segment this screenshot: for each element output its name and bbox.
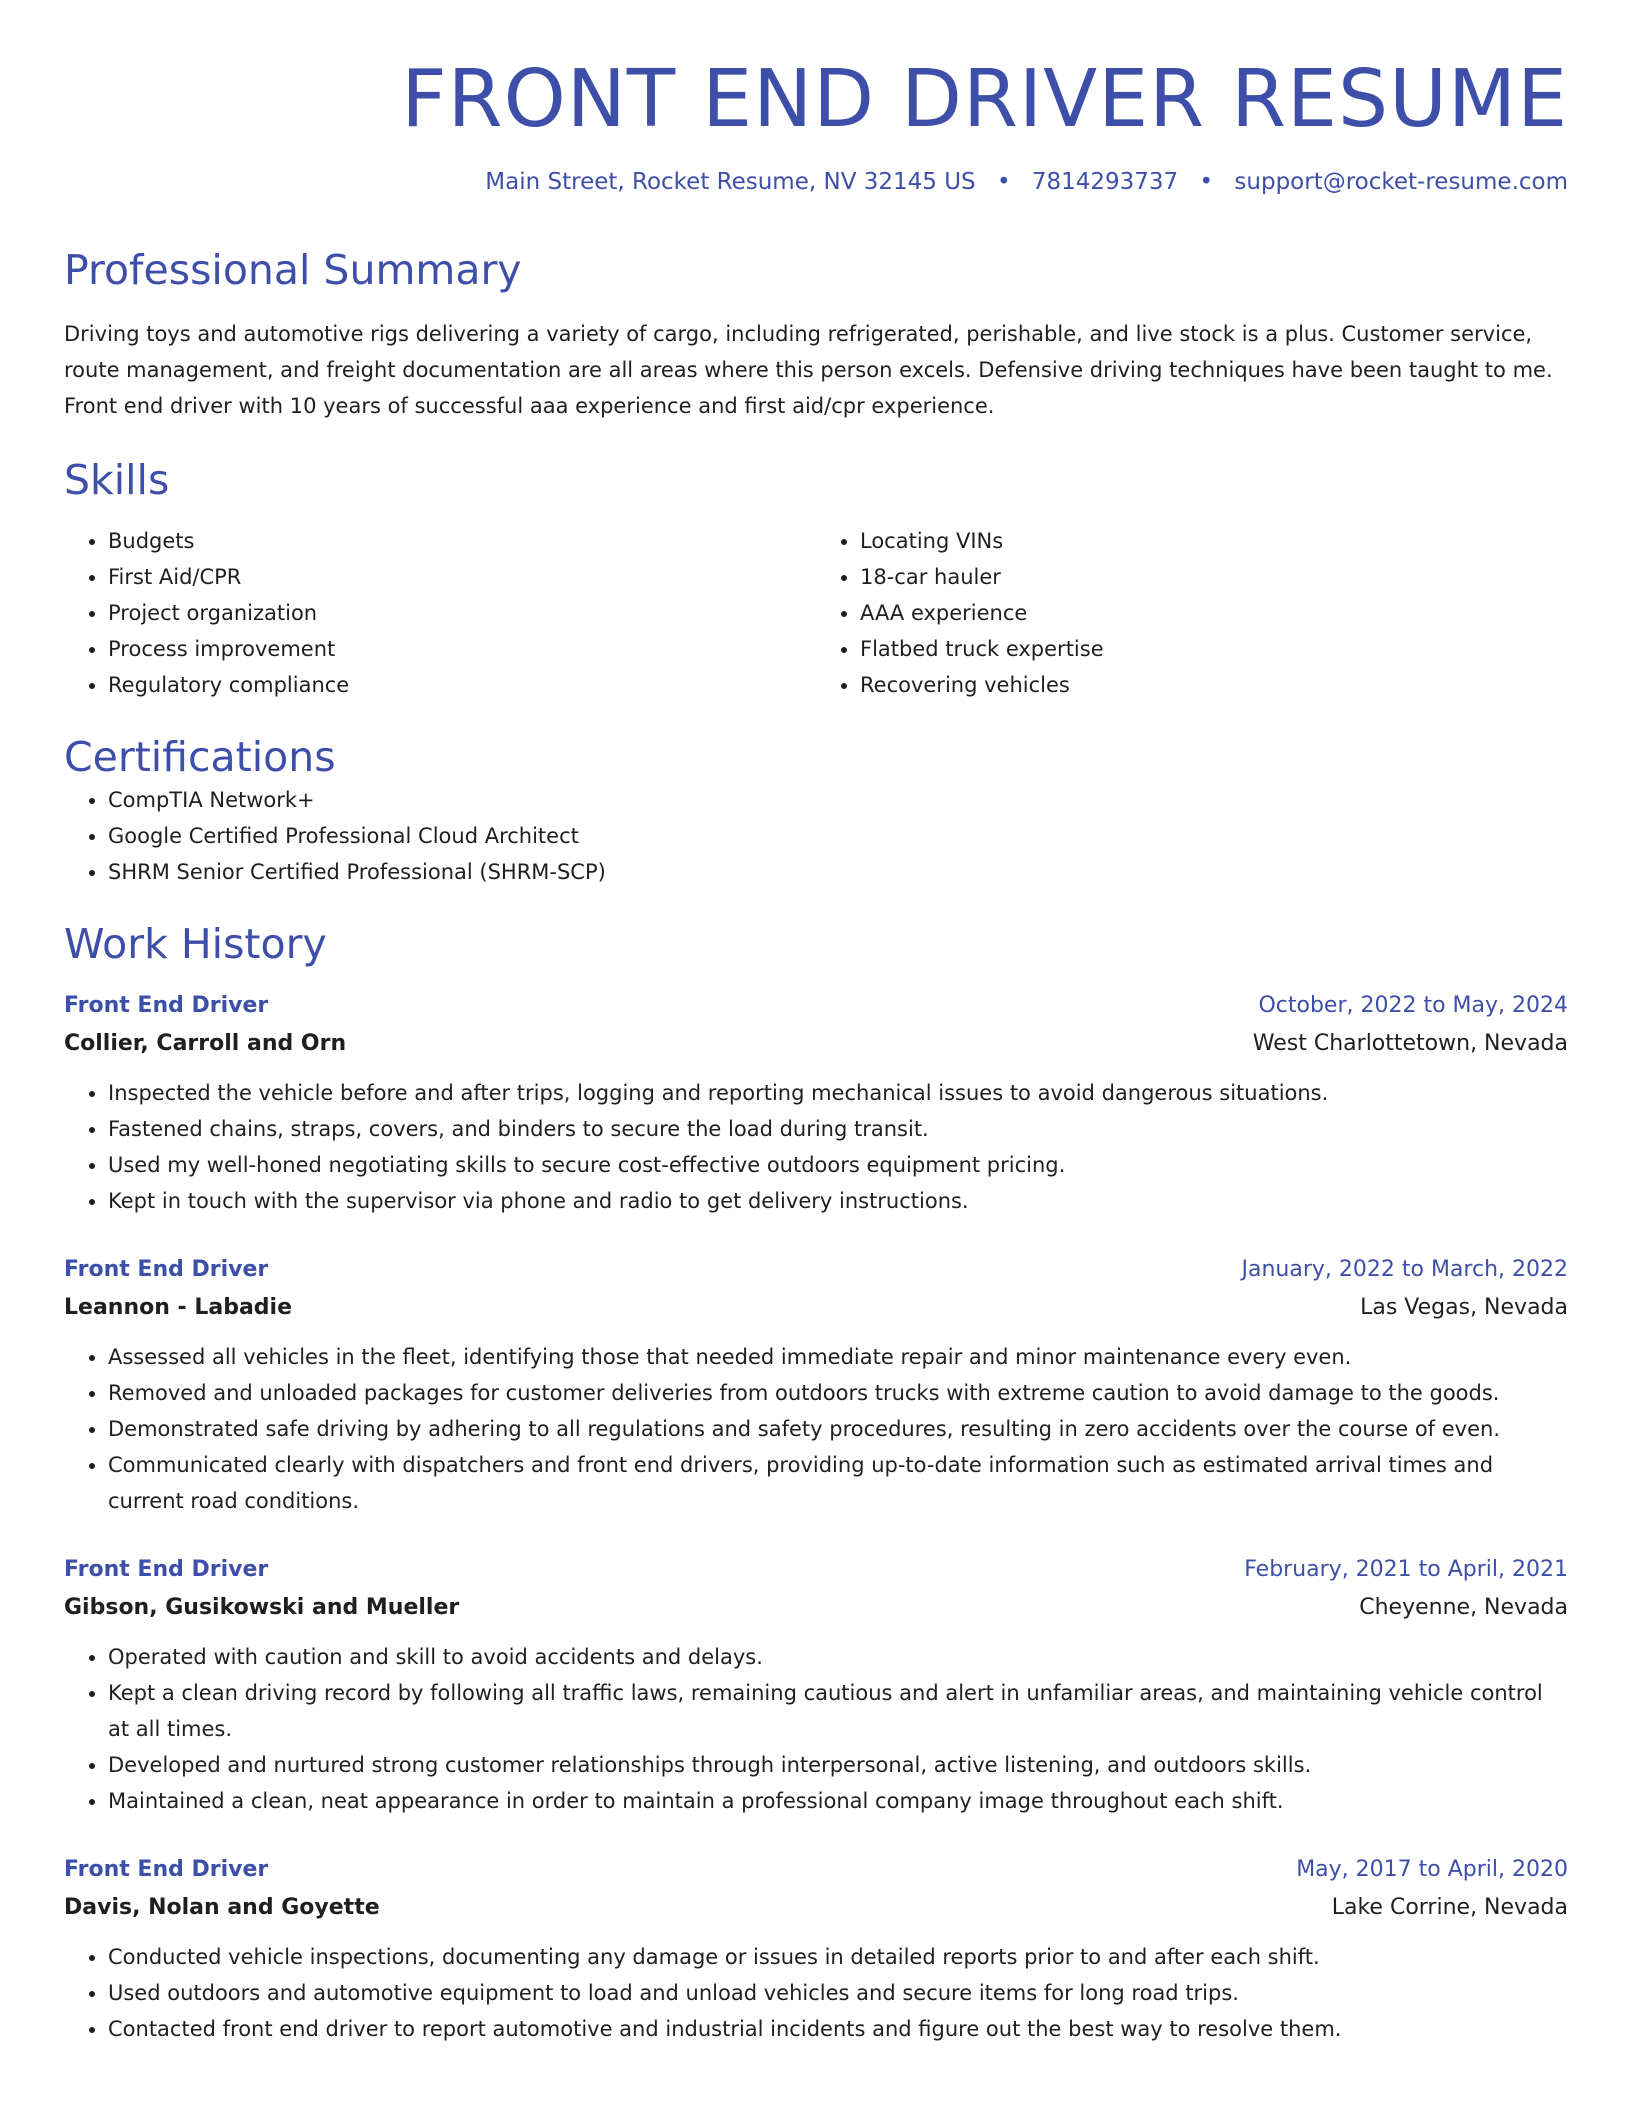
certification-item: • Google Certified Professional Cloud Architect bbox=[108, 818, 1568, 854]
contact-email: support@rocket-resume.com bbox=[1234, 168, 1568, 195]
certifications-heading: Certifications bbox=[64, 732, 336, 781]
certifications-section bbox=[64, 733, 1568, 890]
job-employer-row bbox=[64, 1889, 1568, 1927]
job-location: Lake Corrine, Nevada bbox=[1331, 1895, 1568, 1921]
job-header-row bbox=[64, 1251, 1568, 1289]
skill-item: • 18-car hauler bbox=[860, 559, 1568, 595]
job-bullet: • Used my well-honed negotiating skills to secure cost-effective outdoors equipment pricing. bbox=[108, 1147, 1568, 1183]
job-entry bbox=[64, 1251, 1568, 1519]
resume-title: FRONT END DRIVER RESUME bbox=[401, 53, 1568, 145]
skills-list-left bbox=[64, 523, 816, 703]
job-entry bbox=[64, 987, 1568, 1219]
skills-list-right bbox=[816, 523, 1568, 703]
job-dates: February, 2021 to April, 2021 bbox=[1244, 1557, 1568, 1583]
job-bullets bbox=[64, 1339, 1568, 1519]
summary-text: Driving toys and automotive rigs delivering a variety of cargo, including refrigerated, perishable, and live stock is a plus. Customer service, route management, and freight documentation are all areas where this person excels. Defensive driving techniques have been taught to me. Front end driver with 10 years of successful aaa experience and first aid/cpr experience. bbox=[64, 321, 1553, 418]
skill-item: • Flatbed truck expertise bbox=[860, 631, 1568, 667]
work-history-heading: Work History bbox=[64, 919, 327, 968]
skill-item: • Locating VINs bbox=[860, 523, 1568, 559]
job-bullet: • Conducted vehicle inspections, documenting any damage or issues in detailed reports prior to and after each shift. bbox=[108, 1939, 1568, 1975]
contact-phone: 7814293737 bbox=[1031, 168, 1179, 195]
resume-header bbox=[64, 52, 1568, 196]
job-header-row bbox=[64, 987, 1568, 1025]
job-bullets bbox=[64, 1939, 1568, 2047]
job-bullets bbox=[64, 1075, 1568, 1219]
job-employer-row bbox=[64, 1589, 1568, 1627]
job-bullet: • Maintained a clean, neat appearance in order to maintain a professional company image throughout each shift. bbox=[108, 1783, 1568, 1819]
job-bullet: • Assessed all vehicles in the fleet, identifying those that needed immediate repair and minor maintenance every even. bbox=[108, 1339, 1568, 1375]
job-bullet: • Demonstrated safe driving by adhering to all regulations and safety procedures, resulting in zero accidents over the course of even. bbox=[108, 1411, 1568, 1447]
skill-item: • First Aid/CPR bbox=[108, 559, 816, 595]
job-bullet: • Communicated clearly with dispatchers and front end drivers, providing up-to-date information such as estimated arrival times and current road conditions. bbox=[108, 1447, 1568, 1519]
skill-item: • Recovering vehicles bbox=[860, 667, 1568, 703]
job-header-row bbox=[64, 1551, 1568, 1589]
summary-section bbox=[64, 246, 1568, 423]
work-history-section bbox=[64, 920, 1568, 2047]
contact-line bbox=[64, 169, 1568, 197]
job-bullets bbox=[64, 1639, 1568, 1819]
job-company: Davis, Nolan and Goyette bbox=[64, 1895, 380, 1921]
job-employer-row bbox=[64, 1025, 1568, 1063]
job-title: Front End Driver bbox=[64, 1557, 269, 1583]
skill-item: • Project organization bbox=[108, 595, 816, 631]
job-entry bbox=[64, 1551, 1568, 1819]
job-title: Front End Driver bbox=[64, 993, 269, 1019]
job-bullet: • Used outdoors and automotive equipment to load and unload vehicles and secure items for long road trips. bbox=[108, 1975, 1568, 2011]
job-company: Leannon - Labadie bbox=[64, 1295, 293, 1321]
job-bullet: • Inspected the vehicle before and after trips, logging and reporting mechanical issues to avoid dangerous situations. bbox=[108, 1075, 1568, 1111]
skills-grid bbox=[64, 523, 1568, 703]
summary-heading: Professional Summary bbox=[64, 246, 522, 295]
job-bullet: • Kept a clean driving record by following all traffic laws, remaining cautious and alert in unfamiliar areas, and maintaining vehicle control at all times. bbox=[108, 1675, 1568, 1747]
job-company: Collier, Carroll and Orn bbox=[64, 1031, 347, 1057]
skill-item: • Budgets bbox=[108, 523, 816, 559]
job-location: Cheyenne, Nevada bbox=[1359, 1595, 1568, 1621]
job-header-row bbox=[64, 1851, 1568, 1889]
job-employer-row bbox=[64, 1289, 1568, 1327]
job-dates: May, 2017 to April, 2020 bbox=[1296, 1857, 1568, 1883]
contact-separator: • bbox=[996, 168, 1011, 195]
job-location: Las Vegas, Nevada bbox=[1360, 1295, 1568, 1321]
job-bullet: • Removed and unloaded packages for customer deliveries from outdoors trucks with extreme caution to avoid damage to the goods. bbox=[108, 1375, 1568, 1411]
job-bullet: • Contacted front end driver to report automotive and industrial incidents and figure out the best way to resolve them. bbox=[108, 2011, 1568, 2047]
job-company: Gibson, Gusikowski and Mueller bbox=[64, 1595, 460, 1621]
job-title: Front End Driver bbox=[64, 1857, 269, 1883]
skill-item: • Regulatory compliance bbox=[108, 667, 816, 703]
job-entry bbox=[64, 1851, 1568, 2047]
job-location: West Charlottetown, Nevada bbox=[1252, 1031, 1568, 1057]
skills-heading: Skills bbox=[64, 455, 170, 504]
certification-item: • SHRM Senior Certified Professional (SHRM-SCP) bbox=[108, 854, 1568, 890]
job-dates: January, 2022 to March, 2022 bbox=[1241, 1257, 1568, 1283]
contact-separator: • bbox=[1199, 168, 1214, 195]
job-bullet: • Fastened chains, straps, covers, and binders to secure the load during transit. bbox=[108, 1111, 1568, 1147]
skill-item: • AAA experience bbox=[860, 595, 1568, 631]
job-dates: October, 2022 to May, 2024 bbox=[1258, 993, 1568, 1019]
job-title: Front End Driver bbox=[64, 1257, 269, 1283]
skills-section bbox=[64, 456, 1568, 703]
contact-address: Main Street, Rocket Resume, NV 32145 US bbox=[485, 168, 976, 195]
job-bullet: • Kept in touch with the supervisor via phone and radio to get delivery instructions. bbox=[108, 1183, 1568, 1219]
job-bullet: • Developed and nurtured strong customer relationships through interpersonal, active listening, and outdoors skills. bbox=[108, 1747, 1568, 1783]
job-bullet: • Operated with caution and skill to avoid accidents and delays. bbox=[108, 1639, 1568, 1675]
skill-item: • Process improvement bbox=[108, 631, 816, 667]
certifications-list bbox=[64, 782, 1568, 890]
certification-item: • CompTIA Network+ bbox=[108, 782, 1568, 818]
